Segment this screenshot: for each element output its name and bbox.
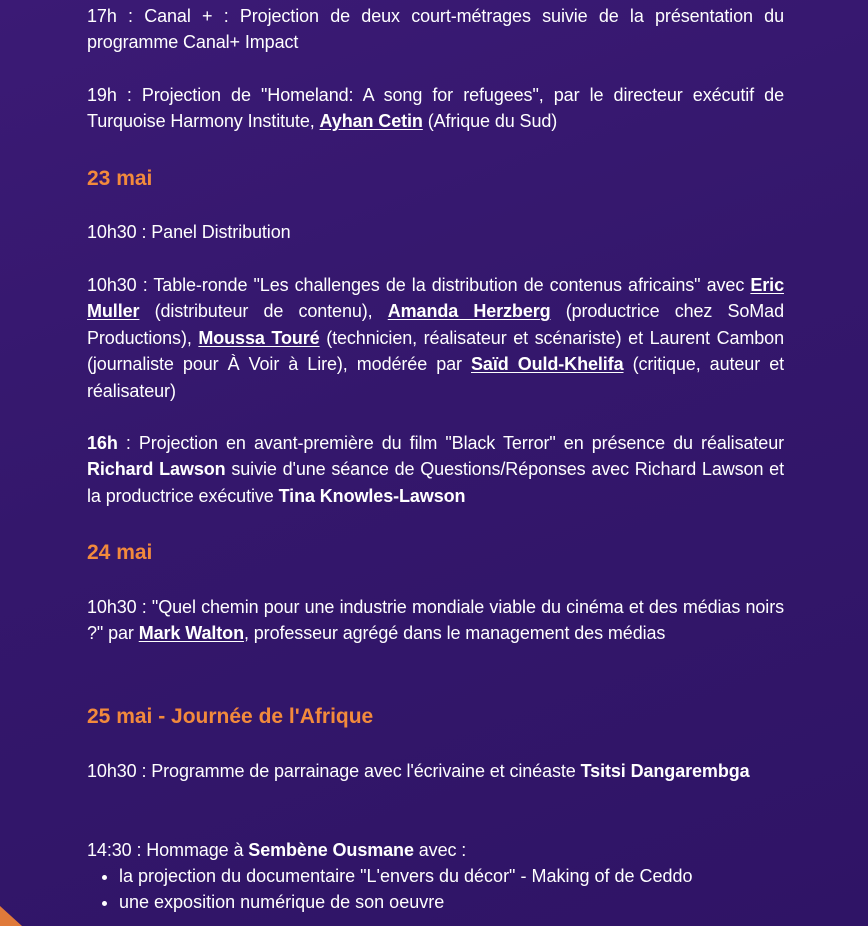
link-amanda-herzberg[interactable]: Amanda Herzberg: [387, 301, 551, 322]
event-hommage-sembene: 14:30 : Hommage à Sembène Ousmane avec :: [87, 840, 467, 860]
link-moussa-toure[interactable]: Moussa Touré: [198, 327, 320, 348]
link-ayhan-cetin[interactable]: Ayhan Cetin: [319, 111, 423, 132]
heading-23-mai: 23 mai: [87, 167, 153, 190]
event-17h-canal: 17h : Canal + : Projection de deux court-métrages suivie de la présentation du programme Canal+ Impact: [87, 6, 784, 53]
event-16h-black-terror: 16h : Projection en avant-première du film "Black Terror" en présence du réalisateur Richard Lawson suivie d'une séance de Questions/Réponses avec Richard Lawson et la productrice exécutive Tina Knowles-Lawson: [87, 433, 784, 506]
link-said-ould-khelifa[interactable]: Saïd Ould-Khelifa: [471, 354, 624, 375]
corner-decoration: [0, 906, 22, 926]
event-parrainage: 10h30 : Programme de parrainage avec l'écrivaine et cinéaste Tsitsi Dangarembga: [87, 761, 750, 781]
event-panel-distribution: 10h30 : Panel Distribution: [87, 222, 291, 242]
hommage-list: [87, 863, 784, 916]
heading-25-mai: 25 mai - Journée de l'Afrique: [87, 705, 374, 728]
link-mark-walton[interactable]: Mark Walton: [138, 623, 244, 644]
event-table-ronde: 10h30 : Table-ronde "Les challenges de la distribution de contenus africains" avec Eric Muller (distributeur de contenu), Amanda Herzberg (productrice chez SoMad Productions), Moussa Touré (technicien, réalisateur et scénariste) et Laurent Cambon (journaliste pour À Voir à Lire), modérée par Saïd Ould-Khelifa (critique, auteur et réalisateur): [87, 275, 785, 401]
event-24-mai-1030: 10h30 : "Quel chemin pour une industrie mondiale viable du cinéma et des médias noirs ?" par Mark Walton, professeur agrégé dans le management des médias: [87, 597, 784, 644]
heading-24-mai: 24 mai: [87, 541, 153, 564]
list-item: • la projection du documentaire "L'envers du décor" - Making of de Ceddo: [119, 863, 784, 889]
link-eric-muller[interactable]: Eric Muller: [87, 275, 784, 322]
event-19h-homeland: 19h : Projection de "Homeland: A song for refugees", par le directeur exécutif de Turquoise Harmony Institute, Ayhan Cetin (Afrique du Sud): [87, 85, 784, 132]
list-item: • une exposition numérique de son oeuvre: [119, 889, 784, 915]
